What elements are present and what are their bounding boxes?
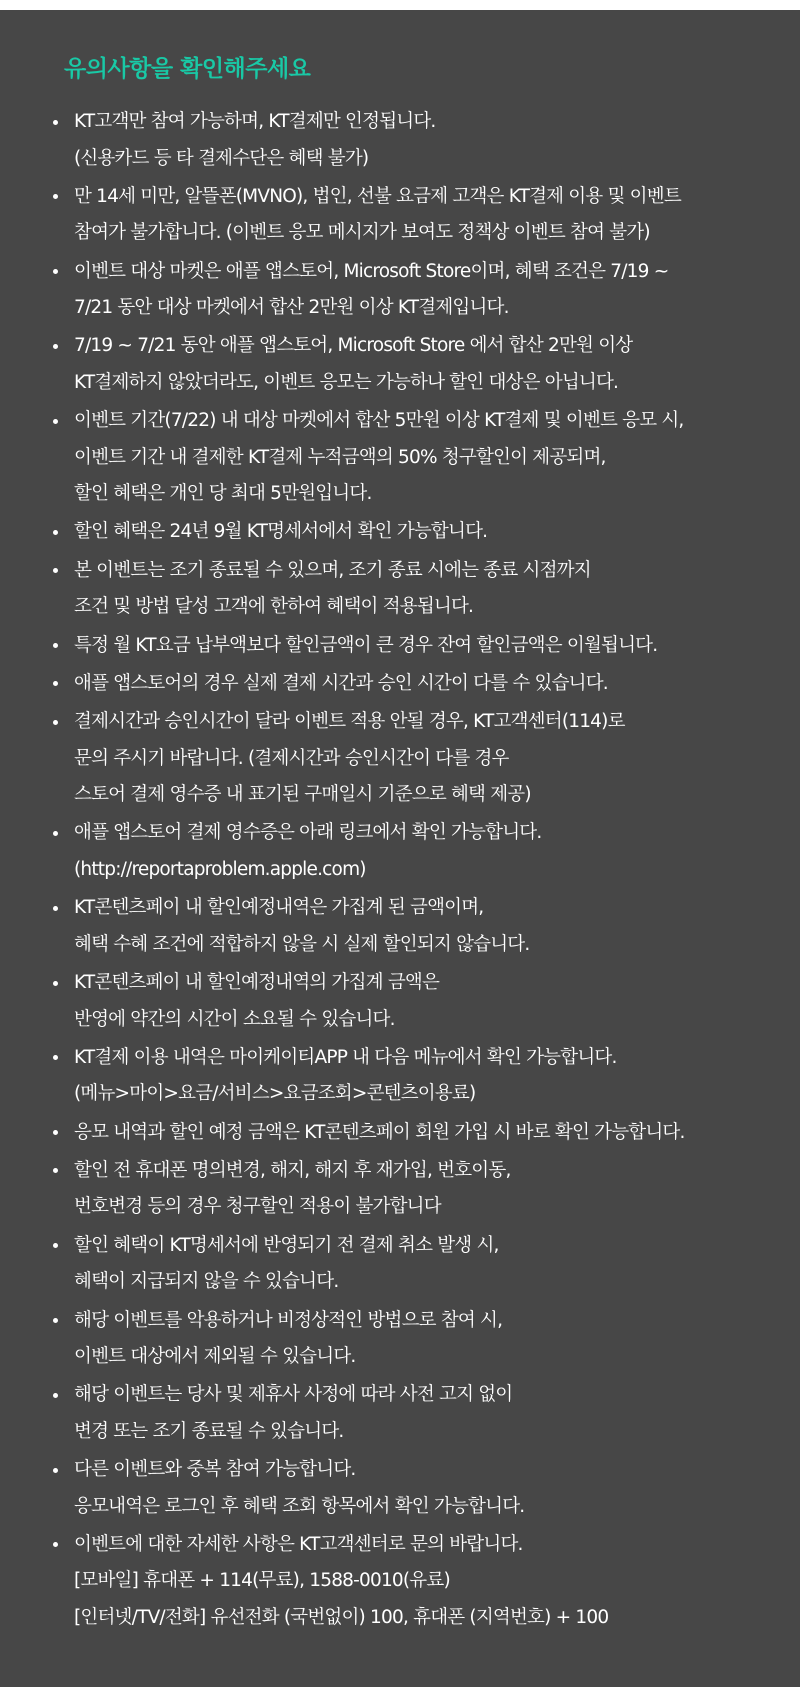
notice-item-line: 이벤트 대상에서 제외될 수 있습니다. [74,1346,356,1368]
notice-item [52,553,752,626]
notice-item-line: [인터넷/TV/전화] 유선전화 (국번없이) 100, 휴대폰 (지역번호) + 100 [74,1606,609,1628]
notice-item [52,1303,752,1376]
notice-item [52,104,752,177]
notice-item-line: 변경 또는 조기 종료될 수 있습니다. [74,1420,344,1442]
notice-item-line: [모바일] 휴대폰 + 114(무료), 1588-0010(유료) [74,1570,450,1592]
notice-item-line: 해당 이벤트는 당사 및 제휴사 사정에 따라 사전 고지 없이 [74,1384,513,1406]
notice-item [52,1040,752,1113]
notice-item [52,1452,752,1525]
notice-item-line: 참여가 불가합니다. (이벤트 응모 메시지가 보여도 정책상 이벤트 참여 불가) [74,222,650,244]
notice-item [52,179,752,252]
notice-item-line: KT고객만 참여 가능하며, KT결제만 인정됩니다. [74,111,436,132]
notice-item-line: 응모 내역과 할인 예정 금액은 KT콘텐츠페이 회원 가입 시 바로 확인 가능합니다. [74,1121,685,1143]
notice-item-line: (http://reportaproblem.apple.com) [74,858,366,880]
notice-item-line: 문의 주시기 바랍니다. (결제시간과 승인시간이 다를 경우 [74,747,509,769]
notice-item-line: 애플 앱스토어의 경우 실제 결제 시간과 승인 시간이 다를 수 있습니다. [74,672,608,694]
notice-item [52,1377,752,1450]
notice-item-line: 결제시간과 승인시간이 달라 이벤트 적용 안될 경우, KT고객센터(114)로 [74,711,625,733]
notice-item-line: 할인 혜택은 개인 당 최대 5만원입니다. [74,483,372,505]
notice-item [52,965,752,1038]
notice-item-line: 조건 및 방법 달성 고객에 한하여 혜택이 적용됩니다. [74,596,474,618]
notice-item-line: 스토어 결제 영수증 내 표기된 구매일시 기준으로 혜택 제공) [74,784,531,806]
notice-item-line: 이벤트 대상 마켓은 애플 앱스토어, Microsoft Store이며, 혜택 조건은 7/19 ~ [74,260,669,282]
notice-item-line: 이벤트에 대한 자세한 사항은 KT고객센터로 문의 바랍니다. [74,1533,523,1555]
notice-item-line: 본 이벤트는 조기 종료될 수 있으며, 조기 종료 시에는 종료 시점까지 [74,559,591,581]
notice-item-line: 할인 혜택은 24년 9월 KT명세서에서 확인 가능합니다. [74,521,488,543]
notice-item-line: 반영에 약간의 시간이 소요될 수 있습니다. [74,1008,395,1030]
notice-item-line: 응모내역은 로그인 후 혜택 조회 항목에서 확인 가능합니다. [74,1495,525,1517]
notice-item-line: KT결제하지 않았더라도, 이벤트 응모는 가능하나 할인 대상은 아닙니다. [74,371,619,393]
notice-item-line: 할인 전 휴대폰 명의변경, 해지, 해지 후 재가입, 번호이동, [74,1159,511,1181]
notice-item [52,704,752,814]
notice-item-line: 특정 월 KT요금 납부액보다 할인금액이 큰 경우 잔여 할인금액은 이월됩니다. [74,634,658,656]
notice-item-line: 이벤트 기간 내 결제한 KT결제 누적금액의 50% 청구할인이 제공되며, [74,446,606,468]
notice-item [52,254,752,327]
notice-item-line: 7/19 ~ 7/21 동안 애플 앱스토어, Microsoft Store 에서 합산 2만원 이상 [74,335,633,357]
notice-item-line: 해당 이벤트를 악용하거나 비정상적인 방법으로 참여 시, [74,1309,503,1331]
notice-item-line: KT콘텐츠페이 내 할인예정내역은 가집계 된 금액이며, [74,897,484,919]
notice-item-line: 이벤트 기간(7/22) 내 대상 마켓에서 합산 5만원 이상 KT결제 및 이벤트 응모 시, [74,410,684,432]
notice-panel [0,10,800,1687]
notice-item [52,1228,752,1301]
notice-item-line: (메뉴>마이>요금/서비스>요금조회>콘텐츠이용료) [74,1083,476,1105]
notice-item-line: 다른 이벤트와 중복 참여 가능합니다. [74,1459,356,1481]
notice-title: 유의사항을 확인해주세요 [64,56,311,82]
notice-item-line: 7/21 동안 대상 마켓에서 합산 2만원 이상 KT결제입니다. [74,297,509,319]
notice-item [52,628,752,665]
notice-item-line: KT결제 이용 내역은 마이케이티APP 내 다음 메뉴에서 확인 가능합니다. [74,1046,617,1068]
notice-list [52,104,752,1636]
notice-item-line: KT콘텐츠페이 내 할인예정내역의 가집계 금액은 [74,972,440,994]
notice-item-line: (신용카드 등 타 결제수단은 혜택 불가) [74,147,369,169]
notice-item [52,514,752,551]
notice-item [52,666,752,703]
notice-item [52,1115,752,1152]
notice-item-line: 애플 앱스토어 결제 영수증은 아래 링크에서 확인 가능합니다. [74,822,542,844]
notice-item-line: 할인 혜택이 KT명세서에 반영되기 전 결제 취소 발생 시, [74,1234,499,1256]
notice-item [52,1527,752,1637]
notice-item [52,328,752,401]
notice-item [52,403,752,513]
notice-item [52,815,752,888]
notice-item [52,1153,752,1226]
notice-item [52,890,752,963]
notice-item-line: 혜택 수혜 조건에 적합하지 않을 시 실제 할인되지 않습니다. [74,933,530,955]
notice-item-line: 번호변경 등의 경우 청구할인 적용이 불가합니다 [74,1196,441,1218]
notice-item-line: 혜택이 지급되지 않을 수 있습니다. [74,1271,339,1293]
notice-item-line: 만 14세 미만, 알뜰폰(MVNO), 법인, 선불 요금제 고객은 KT결제 이용 및 이벤트 [74,185,681,207]
